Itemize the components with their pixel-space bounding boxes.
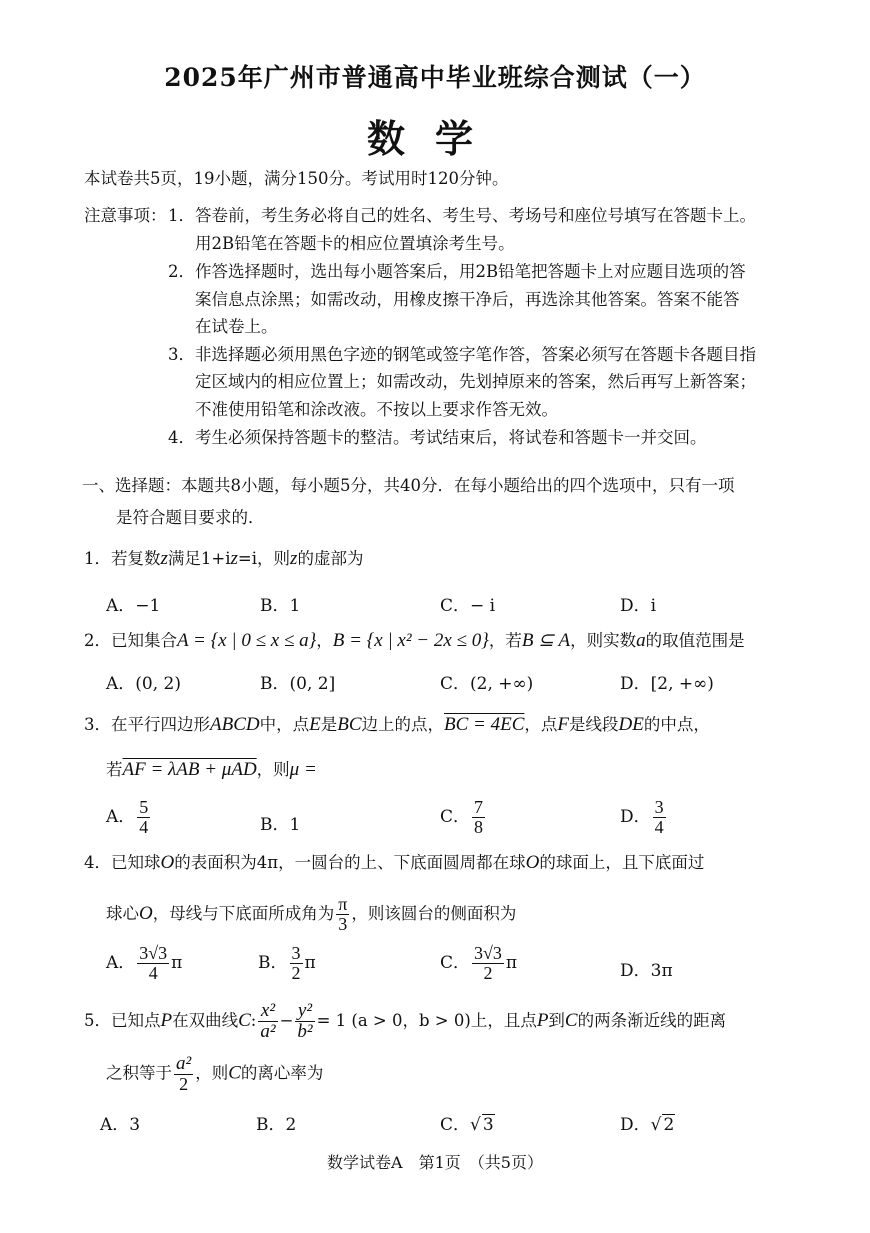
q5-text-d: 到 — [548, 1010, 565, 1030]
q1-option-a: A．−1 — [106, 596, 161, 616]
q1-option-b: B．1 — [260, 596, 301, 616]
q3-option-d — [620, 798, 668, 837]
q3-c-num: 7 — [474, 797, 484, 817]
q5-text-a: 5．已知点 — [84, 1010, 161, 1030]
exam-intro: 本试卷共5页，19小题，满分150分。考试用时120分钟。 — [84, 169, 509, 188]
q4-option-b-fraction — [290, 944, 303, 983]
q3-option-c — [440, 798, 487, 837]
q3-option-c-fraction — [472, 798, 485, 837]
q5-y2: y² — [295, 1001, 314, 1022]
q5-text-b: 在双曲线 — [172, 1010, 239, 1030]
note-1-line-1: 1．答卷前，考生务必将自己的姓名、考生号、考场号和座位号填写在答题卡上。 — [168, 206, 756, 225]
note-2-line-2: 案信息点涂黑；如需改动，用橡皮擦干净后，再选涂其他答案。答案不能答 — [195, 290, 740, 309]
q3-bc: BC — [337, 714, 362, 735]
q3-text-b: 中，点 — [259, 715, 310, 734]
q2-option-c: C．(2, +∞) — [440, 674, 534, 694]
q4-ball-o-2: O — [525, 852, 540, 873]
question-4-stem-line-2 — [106, 895, 516, 934]
q4-option-d: D．3π — [620, 961, 673, 981]
q5-option-d — [620, 1110, 675, 1135]
q3-text-h: 若 — [106, 760, 123, 779]
q4-option-c-label: C． — [440, 952, 471, 973]
q5-text-c: 上，且点 — [470, 1010, 537, 1030]
q5-curve-c: C — [238, 1009, 251, 1031]
q3-text-c: 是 — [320, 715, 338, 734]
q1-text-b: 满足1+i — [167, 549, 231, 568]
q3-text-g: 的中点， — [643, 715, 710, 734]
q5-prod-num: a² — [176, 1053, 192, 1074]
question-5-stem-line-1 — [84, 1001, 726, 1042]
q5-d-radicand: 2 — [663, 1115, 675, 1135]
q1-option-c: C．− i — [440, 596, 496, 616]
q2-set-a: A = {x | 0 ≤ x ≤ a} — [177, 630, 317, 651]
q2-var-a: a — [636, 630, 646, 651]
q4-text-e: ，母线与下底面所成角为 — [152, 903, 335, 923]
q1-var-z-2: z — [230, 548, 238, 569]
q4-b-den: 2 — [291, 962, 301, 983]
q3-a-num: 5 — [139, 797, 149, 817]
note-3-line-2: 定区域内的相应位置上；如需改动，先划掉原来的答案，然后再写上新答案； — [195, 372, 756, 391]
q4-text-f: ，则该圆台的侧面积为 — [351, 903, 517, 923]
q5-text-h: 的离心率为 — [240, 1063, 324, 1083]
q4-angle-fraction — [336, 895, 349, 934]
question-3-stem-line-2 — [106, 756, 317, 781]
q3-option-c-label: C． — [440, 806, 471, 827]
q1-text-c: =i，则 — [237, 549, 291, 568]
q5-x2: x² — [258, 1001, 277, 1022]
q1-option-d: D．i — [620, 596, 657, 616]
question-2-stem — [84, 627, 745, 652]
question-1-stem — [84, 545, 363, 570]
q3-option-a-fraction — [137, 798, 150, 837]
q3-mu: μ = — [289, 759, 317, 780]
q3-de: DE — [618, 714, 644, 735]
q3-d-num: 3 — [654, 797, 664, 817]
q3-text-a: 3．在平行四边形 — [84, 715, 210, 734]
q4-option-b-label: B． — [258, 952, 288, 973]
q3-text-i: ，则 — [256, 760, 290, 779]
q4-option-c-fraction — [472, 944, 504, 983]
note-1-line-2: 用2B铅笔在答题卡的相应位置填涂考生号。 — [195, 234, 515, 253]
question-5-stem-line-2 — [106, 1054, 323, 1094]
q2-relation: B ⊆ A — [521, 630, 571, 651]
q5-c-radical-icon: √ — [470, 1115, 481, 1135]
q2-option-a: A．(0, 2) — [106, 674, 181, 694]
q5-text-e: 的两条渐近线的距离 — [577, 1010, 727, 1030]
q5-y-fraction — [295, 1001, 314, 1042]
q4-angle-den: 3 — [338, 913, 348, 934]
q3-option-d-label: D． — [620, 806, 651, 827]
q5-d-radical-icon: √ — [650, 1115, 662, 1135]
question-3-stem-line-1 — [84, 711, 710, 736]
q5-equation-rhs: = 1 (a > 0，b > 0) — [316, 1010, 471, 1030]
q4-a-den: 4 — [148, 962, 158, 983]
q5-c-radicand: 3 — [482, 1115, 494, 1135]
q4-option-a-label: A． — [106, 952, 136, 973]
q4-option-c — [440, 944, 517, 983]
q5-b2: b² — [297, 1020, 313, 1042]
q5-curve-c-2: C — [564, 1009, 578, 1031]
note-4-line-1: 4．考生必须保持答题卡的整洁。考试结束后，将试卷和答题卡一并交回。 — [168, 428, 707, 447]
q2-sep: ， — [316, 631, 333, 650]
subject-title: 数学 — [366, 116, 503, 161]
q3-text-d: 边上的点， — [361, 715, 444, 734]
q5-curve-c-3: C — [228, 1062, 241, 1084]
q4-b-num: 3 — [291, 943, 301, 963]
q3-point-e: E — [309, 714, 321, 735]
q3-option-b: B．1 — [260, 815, 301, 835]
q3-abcd: ABCD — [210, 714, 260, 735]
q5-x-fraction — [258, 1001, 277, 1042]
q4-a-num: 3√3 — [139, 943, 168, 963]
q3-text-f: 是线段 — [569, 715, 619, 734]
q5-text-g: ，则 — [195, 1063, 229, 1083]
q4-text-b: 的表面积为4π，一圆台的上、下底面圆周都在球 — [174, 853, 526, 872]
q2-set-b: B = {x | x² − 2x ≤ 0} — [332, 630, 489, 651]
q4-angle-num: π — [338, 894, 348, 914]
q2-option-b: B．(0, 2] — [260, 674, 336, 694]
q4-b-pi: π — [304, 952, 316, 973]
q4-c-pi: π — [505, 952, 518, 973]
q4-text-c: 的球面上，且下底面过 — [539, 853, 705, 872]
q2-option-d: D．[2, +∞) — [620, 674, 714, 694]
section-heading-line-1: 一、选择题：本题共8小题，每小题5分，共40分．在每小题给出的四个选项中，只有一项 — [82, 476, 735, 495]
q3-a-den: 4 — [139, 816, 149, 837]
q5-prod-den: 2 — [179, 1073, 189, 1094]
q1-text-d: 的虚部为 — [297, 549, 364, 568]
q3-vector-af: AF = λAB + μAD — [122, 759, 257, 780]
q2-text-a: 2．已知集合 — [84, 631, 177, 650]
q3-text-e: ，点 — [524, 715, 558, 734]
q4-c-num: 3√3 — [474, 943, 502, 963]
q3-option-a — [106, 798, 152, 837]
q3-option-a-label: A． — [106, 806, 136, 827]
q5-option-b: B．2 — [256, 1115, 297, 1135]
q2-text-b: ，若 — [488, 631, 522, 650]
q1-text-a: 1．若复数 — [84, 549, 161, 568]
q4-option-a — [106, 944, 182, 983]
q4-a-pi: π — [171, 952, 183, 973]
q5-colon: : — [250, 1010, 257, 1030]
q3-vector-equation: BC = 4EC — [444, 714, 525, 735]
q4-option-a-fraction — [137, 944, 169, 983]
q4-option-b — [258, 944, 316, 983]
notes-label: 注意事项： — [84, 206, 167, 225]
q5-option-c — [440, 1110, 495, 1135]
q5-a2: a² — [260, 1020, 276, 1042]
q5-point-p: P — [160, 1009, 173, 1031]
page-footer: 数学试卷A 第1页 （共5页） — [327, 1153, 543, 1172]
q4-ball-o: O — [160, 852, 175, 873]
q2-text-c: ，则实数 — [570, 631, 637, 650]
note-2-line-3: 在试卷上。 — [195, 317, 278, 336]
q5-option-c-label: C． — [440, 1115, 471, 1135]
q5-option-a: A．3 — [100, 1115, 141, 1135]
q1-var-z: z — [160, 548, 168, 569]
q3-d-den: 4 — [654, 816, 664, 837]
exam-title: 2025年广州市普通高中毕业班综合测试（一） — [164, 63, 706, 92]
q5-text-f: 之积等于 — [106, 1063, 172, 1083]
q4-center-o: O — [139, 902, 153, 924]
q5-point-p-2: P — [536, 1009, 549, 1031]
q3-c-den: 8 — [474, 816, 484, 837]
q5-option-d-label: D． — [620, 1115, 651, 1135]
q5-product-fraction — [174, 1054, 193, 1094]
note-2-line-1: 2．作答选择题时，选出每小题答案后，用2B铅笔把答题卡上对应题目选项的答 — [168, 262, 746, 281]
q4-text-d: 球心 — [106, 903, 139, 923]
q3-option-d-fraction — [653, 798, 666, 837]
q2-text-d: 的取值范围是 — [645, 631, 745, 650]
question-4-stem-line-1 — [84, 849, 704, 874]
section-heading-line-2: 是符合题目要求的． — [116, 508, 265, 527]
note-3-line-1: 3．非选择题必须用黑色字迹的钢笔或签字笔作答，答案必须写在答题卡各题目指 — [168, 345, 756, 364]
q4-text-a: 4．已知球 — [84, 853, 161, 872]
q3-point-f: F — [557, 714, 569, 735]
q1-var-z-3: z — [290, 548, 298, 569]
note-3-line-3: 不准使用铅笔和涂改液。不按以上要求作答无效。 — [195, 400, 558, 419]
q4-c-den: 2 — [483, 962, 493, 983]
q5-minus: − — [279, 1010, 294, 1030]
